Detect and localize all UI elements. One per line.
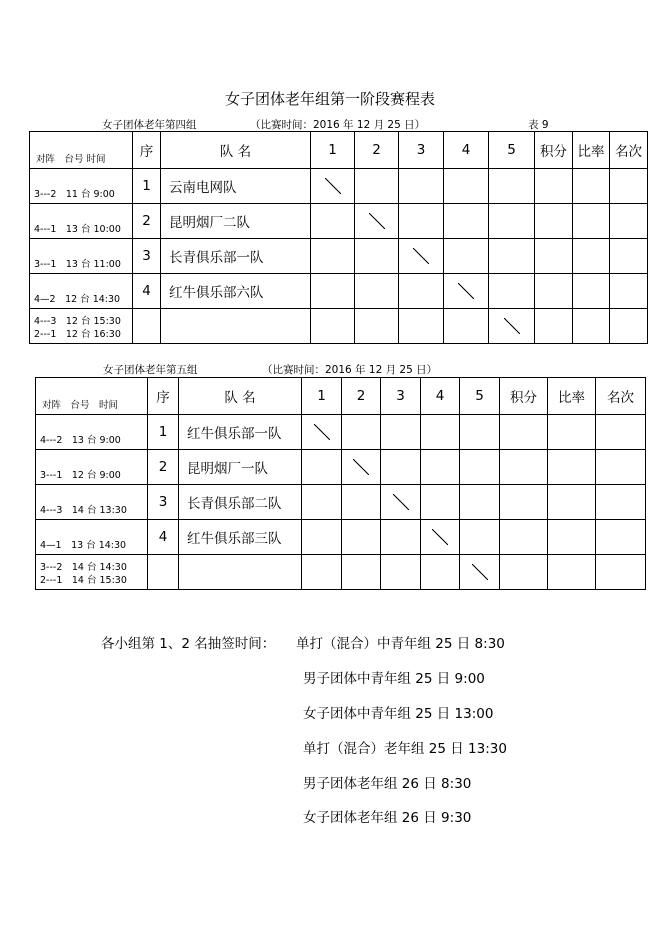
- table-row: [36, 555, 646, 590]
- result-cell: [489, 274, 535, 309]
- team-name: 长青俱乐部一队: [161, 239, 311, 274]
- team-name: 红牛俱乐部一队: [179, 415, 302, 450]
- match-info: [36, 450, 148, 485]
- result-cell: [399, 169, 444, 204]
- result-cell: [302, 450, 342, 485]
- seq-number: 4: [133, 274, 161, 309]
- match-line: 2---1 14 台 15:30: [40, 575, 127, 586]
- result-cell: [302, 485, 342, 520]
- table-row: [36, 450, 646, 485]
- result-cell: [489, 239, 535, 274]
- result-cell: [311, 309, 355, 344]
- ratio-cell: [548, 415, 596, 450]
- self-match-slash: [342, 450, 381, 485]
- team-name: 红牛俱乐部六队: [161, 274, 311, 309]
- draw-schedule-item: 女子团体老年组 26 日 9:30: [303, 810, 472, 826]
- ratio-header: 比率: [548, 378, 596, 415]
- self-match-slash: [311, 169, 355, 204]
- result-cell: [444, 309, 489, 344]
- result-cell: [381, 415, 421, 450]
- result-cell: [399, 274, 444, 309]
- draw-schedule-item: 男子团体老年组 26 日 8:30: [303, 776, 472, 792]
- ratio-cell: [548, 485, 596, 520]
- result-cell: [342, 520, 381, 555]
- result-cell: [355, 169, 399, 204]
- result-cell: [421, 415, 460, 450]
- result-cell: [444, 169, 489, 204]
- result-cell: [355, 274, 399, 309]
- seq-number: 1: [133, 169, 161, 204]
- rank-cell: [610, 169, 648, 204]
- seq-number: 2: [133, 204, 161, 239]
- rank-cell: [610, 274, 648, 309]
- opponent-col-4-header: 4: [421, 378, 460, 415]
- score-header: 积分: [535, 132, 573, 169]
- rank-cell: [610, 204, 648, 239]
- match-line: 3---2 11 台 9:00: [34, 189, 115, 200]
- table-row: [30, 169, 648, 204]
- rank-cell: [596, 450, 646, 485]
- result-cell: [302, 555, 342, 590]
- team-name: [161, 309, 311, 344]
- seq-header: 序: [133, 132, 161, 169]
- team-name: [179, 555, 302, 590]
- rank-cell: [596, 415, 646, 450]
- opponent-col-2-header: 2: [355, 132, 399, 169]
- match-info: [36, 415, 148, 450]
- ratio-cell: [573, 309, 610, 344]
- corner-header: 对阵 台号 时间: [30, 132, 133, 169]
- team-name: 昆明烟厂一队: [179, 450, 302, 485]
- result-cell: [421, 555, 460, 590]
- ratio-cell: [573, 239, 610, 274]
- team-name: 云南电网队: [161, 169, 311, 204]
- rank-cell: [610, 309, 648, 344]
- match-info: [36, 485, 148, 520]
- score-cell: [500, 450, 548, 485]
- draw-schedule-item: 单打（混合）中青年组 25 日 8:30: [296, 636, 505, 652]
- opponent-col-1-header: 1: [311, 132, 355, 169]
- ratio-cell: [573, 204, 610, 239]
- self-match-slash: [444, 274, 489, 309]
- score-cell: [535, 274, 573, 309]
- score-cell: [535, 204, 573, 239]
- page-title: 女子团体老年组第一阶段赛程表: [224, 90, 435, 108]
- draw-schedule-item: 男子团体中青年组 25 日 9:00: [303, 671, 485, 687]
- opponent-col-2-header: 2: [342, 378, 381, 415]
- ratio-cell: [548, 555, 596, 590]
- result-cell: [399, 309, 444, 344]
- opponent-col-5-header: 5: [489, 132, 535, 169]
- match-line: 4—2 12 台 14:30: [34, 294, 121, 305]
- draw-schedule-item: 女子团体中青年组 25 日 13:00: [303, 706, 494, 722]
- score-cell: [500, 520, 548, 555]
- ratio-header: 比率: [573, 132, 610, 169]
- ratio-cell: [548, 520, 596, 555]
- table-row: [30, 204, 648, 239]
- team-name: 昆明烟厂二队: [161, 204, 311, 239]
- result-cell: [444, 204, 489, 239]
- match-line: 4---1 13 台 10:00: [34, 224, 121, 235]
- group-4-time: （比赛时间：2016 年 12 月 25 日）: [250, 119, 426, 131]
- table-header-row: [30, 132, 648, 169]
- opponent-col-1-header: 1: [302, 378, 342, 415]
- opponent-col-3-header: 3: [399, 132, 444, 169]
- ratio-cell: [573, 274, 610, 309]
- result-cell: [460, 450, 500, 485]
- rank-header: 名次: [610, 132, 648, 169]
- result-cell: [460, 415, 500, 450]
- result-cell: [421, 450, 460, 485]
- match-line: 3---2 14 台 14:30: [40, 562, 127, 573]
- group-4-table-number: 表 9: [528, 119, 549, 131]
- match-line: 4—1 13 台 14:30: [40, 540, 127, 551]
- ratio-cell: [548, 450, 596, 485]
- draw-schedule-item: 单打（混合）老年组 25 日 13:30: [303, 741, 507, 757]
- table-row: [36, 485, 646, 520]
- team-header: 队 名: [161, 132, 311, 169]
- self-match-slash: [460, 555, 500, 590]
- group-5-time: （比赛时间：2016 年 12 月 25 日）: [262, 364, 438, 376]
- group-4-schedule-table: [29, 131, 648, 344]
- table-row: [30, 239, 648, 274]
- result-cell: [444, 239, 489, 274]
- result-cell: [342, 485, 381, 520]
- opponent-col-5-header: 5: [460, 378, 500, 415]
- table-row: [36, 415, 646, 450]
- opponent-col-3-header: 3: [381, 378, 421, 415]
- rank-cell: [596, 520, 646, 555]
- group-5-name: 女子团体老年第五组: [103, 364, 198, 376]
- self-match-slash: [381, 485, 421, 520]
- seq-number: 4: [148, 520, 179, 555]
- result-cell: [311, 239, 355, 274]
- result-cell: [355, 309, 399, 344]
- result-cell: [311, 274, 355, 309]
- seq-number: 3: [133, 239, 161, 274]
- rank-cell: [610, 239, 648, 274]
- score-cell: [500, 415, 548, 450]
- match-info: [30, 204, 133, 239]
- group-5-schedule-table: [35, 377, 646, 590]
- group-4-name: 女子团体老年第四组: [102, 119, 197, 131]
- result-cell: [399, 204, 444, 239]
- match-line: 3---1 12 台 9:00: [40, 470, 121, 481]
- self-match-slash: [302, 415, 342, 450]
- result-cell: [302, 520, 342, 555]
- ratio-cell: [573, 169, 610, 204]
- self-match-slash: [399, 239, 444, 274]
- match-line: 4---3 14 台 13:30: [40, 505, 127, 516]
- result-cell: [489, 169, 535, 204]
- result-cell: [342, 415, 381, 450]
- score-cell: [535, 239, 573, 274]
- match-info: [30, 239, 133, 274]
- match-info: [30, 309, 133, 344]
- result-cell: [311, 204, 355, 239]
- match-line: 3---1 13 台 11:00: [34, 259, 121, 270]
- draw-schedule-intro: 各小组第 1、2 名抽签时间：: [101, 636, 276, 652]
- team-header: 队 名: [179, 378, 302, 415]
- team-name: 长青俱乐部二队: [179, 485, 302, 520]
- corner-header: 对阵 台号 时间: [36, 378, 148, 415]
- seq-number: 2: [148, 450, 179, 485]
- opponent-col-4-header: 4: [444, 132, 489, 169]
- score-cell: [500, 485, 548, 520]
- result-cell: [355, 239, 399, 274]
- match-info: [30, 274, 133, 309]
- table-row: [30, 309, 648, 344]
- result-cell: [381, 555, 421, 590]
- score-cell: [500, 555, 548, 590]
- result-cell: [381, 520, 421, 555]
- seq-number: [148, 555, 179, 590]
- self-match-slash: [489, 309, 535, 344]
- match-info: [30, 169, 133, 204]
- match-info: [36, 555, 148, 590]
- rank-cell: [596, 555, 646, 590]
- result-cell: [460, 520, 500, 555]
- seq-number: 3: [148, 485, 179, 520]
- seq-header: 序: [148, 378, 179, 415]
- score-cell: [535, 169, 573, 204]
- score-cell: [535, 309, 573, 344]
- result-cell: [421, 485, 460, 520]
- match-info: [36, 520, 148, 555]
- match-line: 4---3 12 台 15:30: [34, 316, 121, 327]
- self-match-slash: [421, 520, 460, 555]
- result-cell: [342, 555, 381, 590]
- table-header-row: [36, 378, 646, 415]
- score-header: 积分: [500, 378, 548, 415]
- result-cell: [381, 450, 421, 485]
- rank-header: 名次: [596, 378, 646, 415]
- seq-number: [133, 309, 161, 344]
- match-line: 4---2 13 台 9:00: [40, 435, 121, 446]
- table-row: [30, 274, 648, 309]
- rank-cell: [596, 485, 646, 520]
- self-match-slash: [355, 204, 399, 239]
- result-cell: [460, 485, 500, 520]
- match-line: 2---1 12 台 16:30: [34, 329, 121, 340]
- table-row: [36, 520, 646, 555]
- result-cell: [489, 204, 535, 239]
- team-name: 红牛俱乐部三队: [179, 520, 302, 555]
- seq-number: 1: [148, 415, 179, 450]
